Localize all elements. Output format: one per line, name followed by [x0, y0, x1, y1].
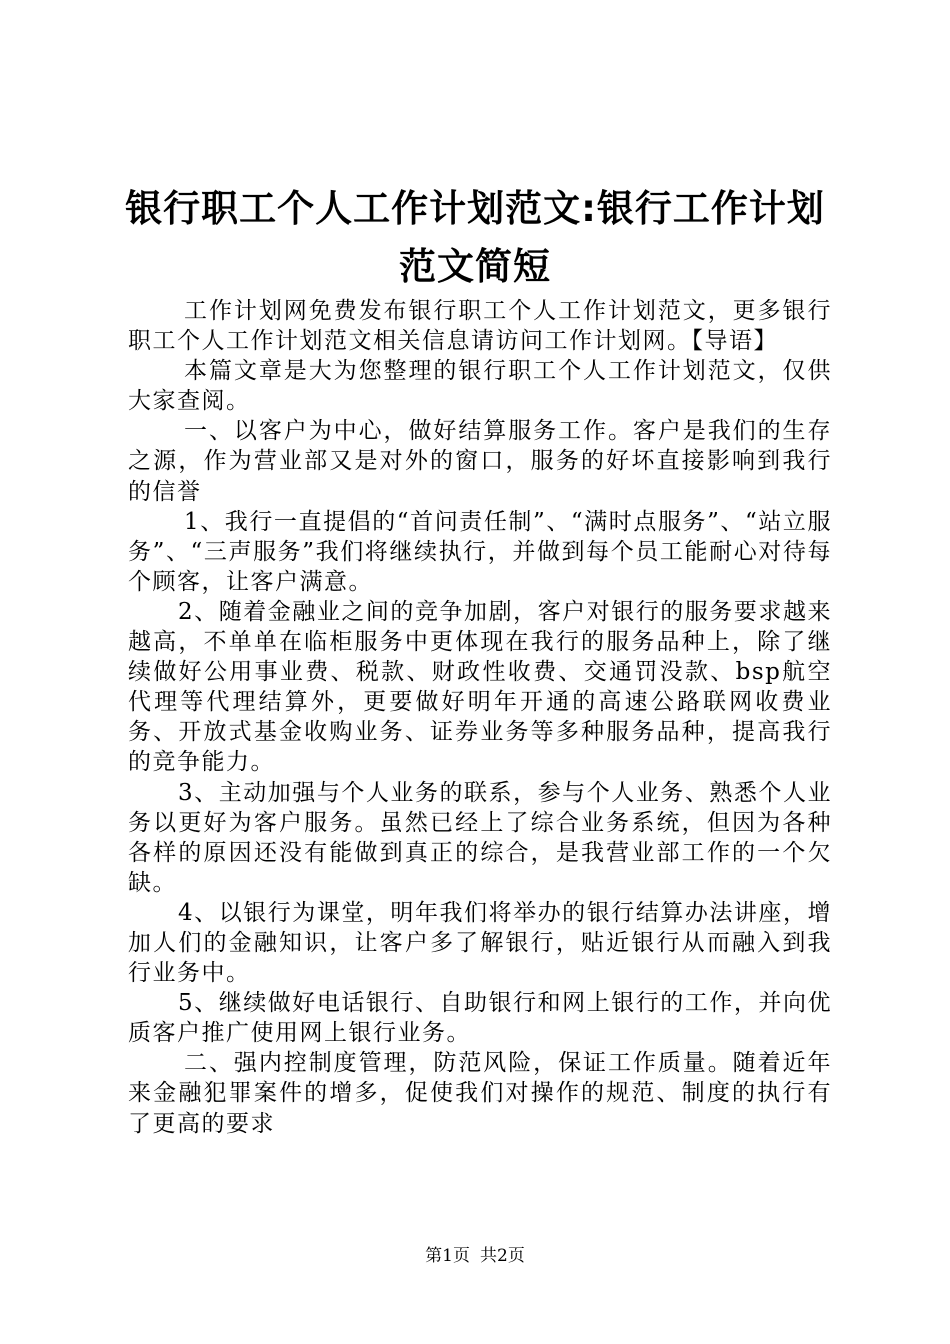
paragraph-item-3: 3、主动加强与个人业务的联系，参与个人业务、熟悉个人业务以更好为客户服务。虽然已经上了综合业务系统，但因为各种各样的原因还没有能做到真正的综合，是我营业部工作的一个欠缺。 [128, 779, 832, 896]
page-footer [0, 1245, 950, 1267]
paragraph-item-2: 2、随着金融业之间的竞争加剧，客户对银行的服务要求越来越高，不单单在临柜服务中更体现在我行的服务品种上，除了继续做好公用事业费、税款、财政性收费、交通罚没款、bsp航空代理等代理结算外，更要做好明年开通的高速公路联网收费业务、开放式基金收购业务、证券业务等多种服务品种，提高我行的竞争能力。 [128, 598, 832, 776]
paragraph-item-5: 5、继续做好电话银行、自助银行和网上银行的工作，并向优质客户推广使用网上银行业务。 [128, 990, 832, 1047]
document-title: 银行职工个人工作计划范文:银行工作计划范文简短 [125, 187, 825, 288]
paragraph-intro: 工作计划网免费发布银行职工个人工作计划范文，更多银行职工个人工作计划范文相关信息请访问工作计划网。【导语】 [128, 298, 832, 355]
paragraph-item-4: 4、以银行为课堂，明年我们将举办的银行结算办法讲座，增加人们的金融知识，让客户多了解银行，贴近银行从而融入到我行业务中。 [128, 899, 832, 987]
paragraph-section-1: 一、以客户为中心，做好结算服务工作。客户是我们的生存之源，作为营业部又是对外的窗口，服务的好坏直接影响到我行的信誉 [128, 418, 832, 505]
page-total: 共2页 [480, 1246, 525, 1266]
document-body [128, 296, 832, 1139]
paragraph-lead: 本篇文章是大为您整理的银行职工个人工作计划范文，仅供大家查阅。 [128, 358, 832, 415]
page-number: 第1页 [425, 1246, 470, 1266]
paragraph-section-2: 二、强内控制度管理，防范风险，保证工作质量。随着近年来金融犯罪案件的增多，促使我们对操作的规范、制度的执行有了更高的要求 [128, 1050, 832, 1137]
paragraph-item-1: 1、我行一直提倡的“首问责任制”、“满时点服务”、“站立服务”、“三声服务”我们将继续执行，并做到每个员工能耐心对待每个顾客，让客户满意。 [128, 508, 832, 595]
